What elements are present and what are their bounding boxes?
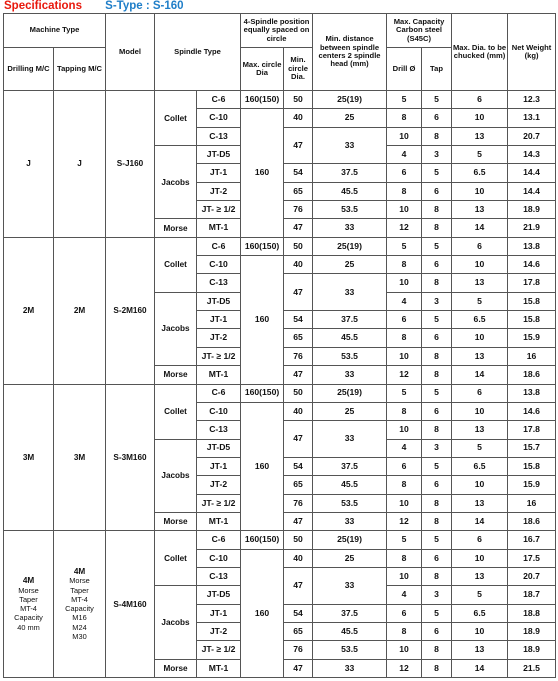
drill-capacity-cell: 5 bbox=[387, 91, 422, 109]
header-tapping: Tapping M/C bbox=[54, 48, 106, 91]
drill-capacity-cell: 10 bbox=[387, 201, 422, 219]
tap-capacity-cell: 5 bbox=[422, 457, 452, 475]
drill-capacity-cell: 6 bbox=[387, 457, 422, 475]
net-weight-cell: 15.8 bbox=[508, 457, 556, 475]
tap-capacity-cell: 8 bbox=[422, 641, 452, 659]
net-weight-cell: 16.7 bbox=[508, 531, 556, 549]
min-circle-dia-cell: 54 bbox=[284, 457, 313, 475]
net-weight-cell: 14.6 bbox=[508, 256, 556, 274]
drilling-mc: 2M bbox=[22, 306, 35, 316]
spindle-category-collet: Collet bbox=[155, 531, 197, 586]
min-distance-cell: 45.5 bbox=[313, 622, 387, 640]
min-circle-dia-cell: 40 bbox=[284, 256, 313, 274]
header-drill: Drill Ø bbox=[387, 48, 422, 91]
max-dia-chucked-cell: 13 bbox=[452, 421, 508, 439]
drill-capacity-cell: 8 bbox=[387, 549, 422, 567]
model-cell: S-3M160 bbox=[106, 384, 155, 531]
spindle-type-cell: JT-2 bbox=[197, 329, 241, 347]
drill-capacity-cell: 8 bbox=[387, 256, 422, 274]
tapping-mc-cell bbox=[54, 91, 106, 238]
min-circle-dia-cell: 76 bbox=[284, 201, 313, 219]
model-cell: S-J160 bbox=[106, 91, 155, 238]
min-distance-cell: 53.5 bbox=[313, 641, 387, 659]
tapping-note-line: M16 bbox=[72, 613, 87, 623]
max-dia-chucked-cell: 5 bbox=[452, 146, 508, 164]
net-weight-cell: 13.8 bbox=[508, 237, 556, 255]
table-body bbox=[4, 91, 556, 678]
drill-capacity-cell: 8 bbox=[387, 402, 422, 420]
max-circle-dia-cell: 160 bbox=[241, 109, 284, 237]
net-weight-cell: 15.8 bbox=[508, 292, 556, 310]
tapping-mc-cell bbox=[54, 384, 106, 531]
tapping-note-line: MT-4 bbox=[71, 594, 88, 604]
drilling-mc-cell bbox=[4, 91, 54, 238]
drill-capacity-cell: 10 bbox=[387, 274, 422, 292]
tap-capacity-cell: 5 bbox=[422, 604, 452, 622]
min-distance-cell: 25 bbox=[313, 109, 387, 127]
tapping-mc: 3M bbox=[73, 452, 86, 462]
min-circle-dia-cell: 47 bbox=[284, 219, 313, 237]
min-distance-cell: 25 bbox=[313, 549, 387, 567]
tap-capacity-cell: 6 bbox=[422, 182, 452, 200]
header-max-capacity: Max. Capacity Carbon steel (S45C) bbox=[387, 14, 452, 48]
min-distance-cell: 25(19) bbox=[313, 384, 387, 402]
min-distance-cell: 37.5 bbox=[313, 164, 387, 182]
header-four-spindle: 4-Spindle position equally spaced on circle bbox=[241, 14, 313, 48]
max-dia-chucked-cell: 10 bbox=[452, 549, 508, 567]
min-circle-dia-cell: 50 bbox=[284, 91, 313, 109]
drill-capacity-cell: 5 bbox=[387, 384, 422, 402]
tap-capacity-cell: 8 bbox=[422, 494, 452, 512]
max-dia-chucked-cell: 6.5 bbox=[452, 604, 508, 622]
min-circle-dia-cell: 76 bbox=[284, 347, 313, 365]
net-weight-cell: 21.9 bbox=[508, 219, 556, 237]
drill-capacity-cell: 8 bbox=[387, 329, 422, 347]
net-weight-cell: 18.6 bbox=[508, 366, 556, 384]
min-distance-cell: 25 bbox=[313, 402, 387, 420]
drilling-note-line: Morse bbox=[18, 585, 39, 595]
max-dia-chucked-cell: 5 bbox=[452, 439, 508, 457]
max-circle-dia-cell: 160(150) bbox=[241, 384, 284, 402]
min-distance-cell: 37.5 bbox=[313, 311, 387, 329]
tapping-mc-cell bbox=[54, 531, 106, 678]
drill-capacity-cell: 8 bbox=[387, 109, 422, 127]
header-min-distance: Min. distance between spindle centers 2 spindle head (mm) bbox=[313, 14, 387, 91]
tap-capacity-cell: 6 bbox=[422, 402, 452, 420]
drilling-note-line: Taper bbox=[19, 594, 38, 604]
spindle-category-jacobs: Jacobs bbox=[155, 586, 197, 659]
drilling-mc-cell bbox=[4, 237, 54, 384]
max-dia-chucked-cell: 10 bbox=[452, 182, 508, 200]
min-distance-cell: 25(19) bbox=[313, 237, 387, 255]
spindle-type-cell: JT-2 bbox=[197, 476, 241, 494]
header-max-circle: Max. circle Dia bbox=[241, 48, 284, 91]
spindle-category-jacobs: Jacobs bbox=[155, 439, 197, 512]
net-weight-cell: 12.3 bbox=[508, 91, 556, 109]
drilling-mc-cell bbox=[4, 384, 54, 531]
max-dia-chucked-cell: 14 bbox=[452, 512, 508, 530]
spindle-type-cell: C-13 bbox=[197, 127, 241, 145]
drill-capacity-cell: 4 bbox=[387, 439, 422, 457]
drilling-note-line: MT-4 bbox=[20, 604, 37, 613]
drill-capacity-cell: 12 bbox=[387, 512, 422, 530]
header-min-circle: Min. circle Dia. bbox=[284, 48, 313, 91]
min-distance-cell: 33 bbox=[313, 366, 387, 384]
drill-capacity-cell: 6 bbox=[387, 604, 422, 622]
min-circle-dia-cell: 65 bbox=[284, 476, 313, 494]
net-weight-cell: 18.8 bbox=[508, 604, 556, 622]
spindle-type-cell: JT-D5 bbox=[197, 292, 241, 310]
drilling-mc: 3M bbox=[22, 452, 35, 462]
tap-capacity-cell: 5 bbox=[422, 91, 452, 109]
spindle-type-cell: JT-1 bbox=[197, 604, 241, 622]
drill-capacity-cell: 5 bbox=[387, 531, 422, 549]
net-weight-cell: 18.7 bbox=[508, 586, 556, 604]
max-dia-chucked-cell: 14 bbox=[452, 219, 508, 237]
title-bar bbox=[4, 0, 184, 13]
tap-capacity-cell: 3 bbox=[422, 146, 452, 164]
max-dia-chucked-cell: 13 bbox=[452, 127, 508, 145]
spindle-category-jacobs: Jacobs bbox=[155, 146, 197, 219]
max-dia-chucked-cell: 6.5 bbox=[452, 164, 508, 182]
spindle-type-cell: MT-1 bbox=[197, 659, 241, 677]
min-distance-cell: 33 bbox=[313, 659, 387, 677]
spindle-category-collet: Collet bbox=[155, 384, 197, 439]
drill-capacity-cell: 6 bbox=[387, 164, 422, 182]
min-circle-dia-cell: 54 bbox=[284, 311, 313, 329]
drilling-note-line: 40 mm bbox=[17, 622, 40, 632]
max-dia-chucked-cell: 14 bbox=[452, 366, 508, 384]
max-dia-chucked-cell: 5 bbox=[452, 292, 508, 310]
table-row bbox=[4, 237, 556, 255]
tapping-mc: 2M bbox=[73, 306, 86, 316]
net-weight-cell: 21.5 bbox=[508, 659, 556, 677]
drill-capacity-cell: 10 bbox=[387, 127, 422, 145]
min-distance-cell: 45.5 bbox=[313, 329, 387, 347]
min-circle-dia-cell: 47 bbox=[284, 366, 313, 384]
max-dia-chucked-cell: 14 bbox=[452, 659, 508, 677]
drilling-note-line: Capacity bbox=[14, 613, 43, 623]
max-dia-chucked-cell: 10 bbox=[452, 622, 508, 640]
net-weight-cell: 18.6 bbox=[508, 512, 556, 530]
header-row-1 bbox=[4, 14, 556, 48]
tapping-mc: J bbox=[77, 159, 82, 169]
min-distance-cell: 37.5 bbox=[313, 457, 387, 475]
model-cell: S-2M160 bbox=[106, 237, 155, 384]
tap-capacity-cell: 6 bbox=[422, 329, 452, 347]
tapping-note-line: Morse bbox=[69, 576, 90, 586]
spindle-category-morse: Morse bbox=[155, 659, 197, 677]
net-weight-cell: 18.9 bbox=[508, 622, 556, 640]
min-circle-dia-cell: 76 bbox=[284, 494, 313, 512]
net-weight-cell: 14.4 bbox=[508, 182, 556, 200]
tap-capacity-cell: 8 bbox=[422, 567, 452, 585]
tap-capacity-cell: 5 bbox=[422, 531, 452, 549]
drill-capacity-cell: 8 bbox=[387, 622, 422, 640]
min-distance-cell: 25 bbox=[313, 256, 387, 274]
tap-capacity-cell: 3 bbox=[422, 439, 452, 457]
model-cell: S-4M160 bbox=[106, 531, 155, 678]
net-weight-cell: 15.7 bbox=[508, 439, 556, 457]
min-circle-dia-cell: 47 bbox=[284, 127, 313, 164]
max-dia-chucked-cell: 10 bbox=[452, 476, 508, 494]
spindle-type-cell: C-6 bbox=[197, 237, 241, 255]
spindle-type-cell: C-6 bbox=[197, 384, 241, 402]
spindle-type-cell: C-10 bbox=[197, 402, 241, 420]
spindle-category-collet: Collet bbox=[155, 237, 197, 292]
net-weight-cell: 16 bbox=[508, 494, 556, 512]
net-weight-cell: 14.4 bbox=[508, 164, 556, 182]
tap-capacity-cell: 5 bbox=[422, 384, 452, 402]
max-dia-chucked-cell: 6 bbox=[452, 91, 508, 109]
tap-capacity-cell: 8 bbox=[422, 512, 452, 530]
drill-capacity-cell: 12 bbox=[387, 366, 422, 384]
spindle-type-cell: JT- ≥ 1/2 bbox=[197, 641, 241, 659]
spindle-category-jacobs: Jacobs bbox=[155, 292, 197, 365]
tap-capacity-cell: 8 bbox=[422, 659, 452, 677]
max-dia-chucked-cell: 6 bbox=[452, 384, 508, 402]
header-max-dia-chucked: Max. Dia. to be chucked (mm) bbox=[452, 14, 508, 91]
max-dia-chucked-cell: 5 bbox=[452, 586, 508, 604]
header-machine-type: Machine Type bbox=[4, 14, 106, 48]
min-distance-cell: 53.5 bbox=[313, 494, 387, 512]
tapping-note-line: Capacity bbox=[65, 604, 94, 613]
spindle-type-cell: C-13 bbox=[197, 421, 241, 439]
table-row bbox=[4, 531, 556, 549]
min-distance-cell: 33 bbox=[313, 219, 387, 237]
max-dia-chucked-cell: 6 bbox=[452, 237, 508, 255]
drilling-mc: J bbox=[26, 159, 31, 169]
spindle-type-cell: JT-1 bbox=[197, 311, 241, 329]
max-dia-chucked-cell: 6.5 bbox=[452, 457, 508, 475]
spindle-type-cell: C-6 bbox=[197, 531, 241, 549]
min-circle-dia-cell: 65 bbox=[284, 622, 313, 640]
max-circle-dia-cell: 160 bbox=[241, 549, 284, 677]
spindle-type-cell: C-10 bbox=[197, 549, 241, 567]
max-circle-dia-cell: 160 bbox=[241, 256, 284, 384]
drill-capacity-cell: 10 bbox=[387, 641, 422, 659]
max-dia-chucked-cell: 10 bbox=[452, 402, 508, 420]
spindle-category-collet: Collet bbox=[155, 91, 197, 146]
spindle-category-morse: Morse bbox=[155, 366, 197, 384]
net-weight-cell: 17.8 bbox=[508, 274, 556, 292]
min-distance-cell: 37.5 bbox=[313, 604, 387, 622]
spindle-type-cell: JT-2 bbox=[197, 622, 241, 640]
spindle-type-cell: MT-1 bbox=[197, 219, 241, 237]
drill-capacity-cell: 8 bbox=[387, 182, 422, 200]
table-row bbox=[4, 384, 556, 402]
net-weight-cell: 13.1 bbox=[508, 109, 556, 127]
specifications-table bbox=[3, 13, 556, 678]
tap-capacity-cell: 6 bbox=[422, 622, 452, 640]
header-net-weight: Net Weight (kg) bbox=[508, 14, 556, 91]
max-dia-chucked-cell: 6.5 bbox=[452, 311, 508, 329]
tap-capacity-cell: 6 bbox=[422, 476, 452, 494]
tapping-note-line: Taper bbox=[70, 585, 89, 595]
spindle-type-cell: JT- ≥ 1/2 bbox=[197, 494, 241, 512]
tap-capacity-cell: 8 bbox=[422, 366, 452, 384]
max-dia-chucked-cell: 13 bbox=[452, 567, 508, 585]
drill-capacity-cell: 10 bbox=[387, 421, 422, 439]
min-distance-cell: 33 bbox=[313, 421, 387, 458]
min-distance-cell: 33 bbox=[313, 274, 387, 311]
tap-capacity-cell: 8 bbox=[422, 219, 452, 237]
drilling-mc: 4M bbox=[22, 576, 35, 586]
tap-capacity-cell: 3 bbox=[422, 292, 452, 310]
drill-capacity-cell: 10 bbox=[387, 347, 422, 365]
drilling-mc-cell bbox=[4, 531, 54, 678]
tap-capacity-cell: 8 bbox=[422, 201, 452, 219]
drill-capacity-cell: 4 bbox=[387, 146, 422, 164]
max-dia-chucked-cell: 10 bbox=[452, 256, 508, 274]
tap-capacity-cell: 6 bbox=[422, 256, 452, 274]
drill-capacity-cell: 4 bbox=[387, 292, 422, 310]
min-circle-dia-cell: 47 bbox=[284, 274, 313, 311]
net-weight-cell: 15.8 bbox=[508, 311, 556, 329]
spindle-category-morse: Morse bbox=[155, 512, 197, 530]
tap-capacity-cell: 8 bbox=[422, 347, 452, 365]
spindle-type-cell: JT-1 bbox=[197, 457, 241, 475]
drill-capacity-cell: 12 bbox=[387, 219, 422, 237]
tap-capacity-cell: 3 bbox=[422, 586, 452, 604]
tap-capacity-cell: 5 bbox=[422, 311, 452, 329]
min-distance-cell: 25(19) bbox=[313, 91, 387, 109]
spindle-type-cell: MT-1 bbox=[197, 512, 241, 530]
max-dia-chucked-cell: 6 bbox=[452, 531, 508, 549]
drill-capacity-cell: 8 bbox=[387, 476, 422, 494]
spindle-type-cell: JT- ≥ 1/2 bbox=[197, 347, 241, 365]
min-distance-cell: 33 bbox=[313, 127, 387, 164]
min-circle-dia-cell: 47 bbox=[284, 567, 313, 604]
max-circle-dia-cell: 160(150) bbox=[241, 91, 284, 109]
header-tap: Tap bbox=[422, 48, 452, 91]
min-distance-cell: 45.5 bbox=[313, 182, 387, 200]
spindle-type-cell: JT-2 bbox=[197, 182, 241, 200]
net-weight-cell: 15.9 bbox=[508, 329, 556, 347]
header-spindle-type: Spindle Type bbox=[155, 14, 241, 91]
spindle-type-cell: C-10 bbox=[197, 109, 241, 127]
min-circle-dia-cell: 54 bbox=[284, 164, 313, 182]
min-circle-dia-cell: 54 bbox=[284, 604, 313, 622]
tapping-note-line: M24 bbox=[72, 622, 87, 632]
min-circle-dia-cell: 76 bbox=[284, 641, 313, 659]
drill-capacity-cell: 6 bbox=[387, 311, 422, 329]
min-distance-cell: 45.5 bbox=[313, 476, 387, 494]
spindle-type-cell: JT-D5 bbox=[197, 146, 241, 164]
drill-capacity-cell: 10 bbox=[387, 494, 422, 512]
max-dia-chucked-cell: 10 bbox=[452, 109, 508, 127]
tap-capacity-cell: 6 bbox=[422, 549, 452, 567]
max-dia-chucked-cell: 13 bbox=[452, 274, 508, 292]
net-weight-cell: 14.3 bbox=[508, 146, 556, 164]
min-distance-cell: 53.5 bbox=[313, 201, 387, 219]
min-circle-dia-cell: 50 bbox=[284, 237, 313, 255]
tapping-note-line: M30 bbox=[72, 631, 87, 641]
drill-capacity-cell: 12 bbox=[387, 659, 422, 677]
drill-capacity-cell: 5 bbox=[387, 237, 422, 255]
spindle-type-cell: JT-D5 bbox=[197, 586, 241, 604]
min-circle-dia-cell: 50 bbox=[284, 531, 313, 549]
net-weight-cell: 18.9 bbox=[508, 641, 556, 659]
max-dia-chucked-cell: 13 bbox=[452, 347, 508, 365]
max-dia-chucked-cell: 13 bbox=[452, 641, 508, 659]
tap-capacity-cell: 8 bbox=[422, 127, 452, 145]
min-circle-dia-cell: 47 bbox=[284, 512, 313, 530]
min-distance-cell: 25(19) bbox=[313, 531, 387, 549]
min-circle-dia-cell: 40 bbox=[284, 549, 313, 567]
max-dia-chucked-cell: 10 bbox=[452, 329, 508, 347]
spindle-type-cell: C-6 bbox=[197, 91, 241, 109]
max-circle-dia-cell: 160(150) bbox=[241, 531, 284, 549]
min-distance-cell: 33 bbox=[313, 567, 387, 604]
max-circle-dia-cell: 160(150) bbox=[241, 237, 284, 255]
max-dia-chucked-cell: 13 bbox=[452, 494, 508, 512]
net-weight-cell: 20.7 bbox=[508, 567, 556, 585]
table-row bbox=[4, 91, 556, 109]
min-circle-dia-cell: 50 bbox=[284, 384, 313, 402]
spindle-type-cell: C-13 bbox=[197, 274, 241, 292]
tap-capacity-cell: 6 bbox=[422, 109, 452, 127]
header-drilling: Drilling M/C bbox=[4, 48, 54, 91]
net-weight-cell: 17.5 bbox=[508, 549, 556, 567]
tap-capacity-cell: 8 bbox=[422, 421, 452, 439]
tap-capacity-cell: 5 bbox=[422, 237, 452, 255]
spindle-type-cell: JT- ≥ 1/2 bbox=[197, 201, 241, 219]
min-distance-cell: 33 bbox=[313, 512, 387, 530]
spindle-type-cell: JT-D5 bbox=[197, 439, 241, 457]
max-dia-chucked-cell: 13 bbox=[452, 201, 508, 219]
max-circle-dia-cell: 160 bbox=[241, 402, 284, 530]
header-model: Model bbox=[106, 14, 155, 91]
drill-capacity-cell: 10 bbox=[387, 567, 422, 585]
spindle-category-morse: Morse bbox=[155, 219, 197, 237]
drill-capacity-cell: 4 bbox=[387, 586, 422, 604]
net-weight-cell: 20.7 bbox=[508, 127, 556, 145]
net-weight-cell: 15.9 bbox=[508, 476, 556, 494]
tap-capacity-cell: 8 bbox=[422, 274, 452, 292]
tapping-mc-cell bbox=[54, 237, 106, 384]
net-weight-cell: 14.6 bbox=[508, 402, 556, 420]
spindle-type-cell: C-10 bbox=[197, 256, 241, 274]
min-circle-dia-cell: 40 bbox=[284, 109, 313, 127]
min-circle-dia-cell: 65 bbox=[284, 182, 313, 200]
min-circle-dia-cell: 40 bbox=[284, 402, 313, 420]
spindle-type-cell: MT-1 bbox=[197, 366, 241, 384]
min-circle-dia-cell: 47 bbox=[284, 421, 313, 458]
min-circle-dia-cell: 47 bbox=[284, 659, 313, 677]
tap-capacity-cell: 5 bbox=[422, 164, 452, 182]
spindle-type-cell: JT-1 bbox=[197, 164, 241, 182]
tapping-mc: 4M bbox=[73, 567, 86, 577]
min-distance-cell: 53.5 bbox=[313, 347, 387, 365]
net-weight-cell: 13.8 bbox=[508, 384, 556, 402]
net-weight-cell: 18.9 bbox=[508, 201, 556, 219]
spindle-type-cell: C-13 bbox=[197, 567, 241, 585]
net-weight-cell: 16 bbox=[508, 347, 556, 365]
spec-title: Specifications bbox=[4, 0, 82, 12]
net-weight-cell: 17.8 bbox=[508, 421, 556, 439]
min-circle-dia-cell: 65 bbox=[284, 329, 313, 347]
type-title: S-Type : S-160 bbox=[105, 0, 184, 12]
